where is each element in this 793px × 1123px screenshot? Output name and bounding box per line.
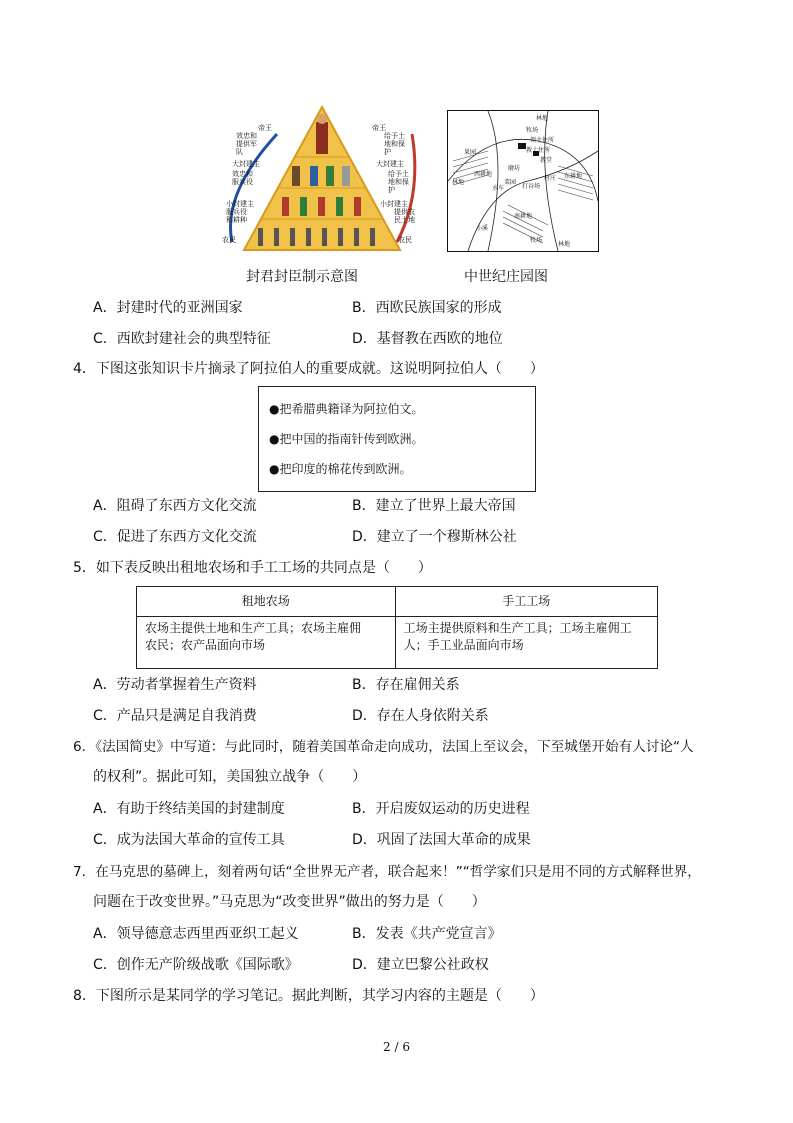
level-king-left: 帝王: [258, 124, 272, 132]
q4-knowledge-card: [258, 386, 536, 492]
q4-option-b[interactable]: B．建立了世界上最大帝国: [352, 498, 516, 514]
pyramid-caption: 封君封臣制示意图: [246, 269, 358, 285]
manor-label-west-field: 西耕地: [474, 171, 493, 178]
right-note-1: 给予土地和保护: [384, 132, 405, 156]
q6-option-b[interactable]: B．开启废奴运动的历史进程: [352, 801, 530, 817]
right-note-2: 给予土地和保护: [388, 170, 409, 194]
manor-label-east-field: 东耕地: [564, 173, 583, 180]
manor-label-orchard: 果园: [464, 149, 477, 156]
manor-label-church: 教堂: [540, 157, 553, 164]
manor-label-forest-left: 林地: [452, 179, 465, 186]
q6-option-d[interactable]: D．巩固了法国大革命的成果: [352, 832, 531, 848]
q7-option-c[interactable]: C．创作无产阶级战歌《国际歌》: [93, 957, 299, 973]
q3-option-b[interactable]: B．西欧民族国家的形成: [352, 300, 502, 316]
q4-stem: 4．下图这张知识卡片摘录了阿拉伯人的重要成就。这说明阿拉伯人（ ）: [73, 361, 544, 377]
q8-stem: 8．下图所示是某同学的学习笔记。据此判断，其学习内容的主题是（ ）: [73, 988, 544, 1004]
q4-card-line-1: ●把希腊典籍译为阿拉伯文。: [269, 402, 424, 416]
q5-cell-workshop-line-1: 工场主提供原料和生产工具；工场主雇佣工: [403, 621, 632, 635]
manor-label-forest-bottom: 林地: [558, 241, 571, 248]
q3-option-c[interactable]: C．西欧封建社会的典型特征: [93, 331, 271, 347]
q7-stem-line-1: 7．在马克思的墓碑上，刻着两句话“全世界无产者，联合起来！”“哲学家们只是用不同的方式解释世界，: [73, 864, 701, 880]
manor-label-south-field: 南耕地: [514, 213, 533, 220]
page-number: 2 / 6: [383, 1040, 410, 1054]
left-note-3: 服兵役和耕种: [226, 208, 247, 224]
q7-option-a[interactable]: A．领导德意志西里西亚织工起义: [93, 926, 299, 942]
q5-table: [136, 586, 658, 669]
manor-label-lord-house: 领主住所: [530, 137, 555, 144]
manor-figure: [447, 110, 599, 252]
q7-stem-line-2: 问题在于改变世界。”马克思为“改变世界”做出的努力是（ ）: [93, 894, 486, 910]
level-great-lord-left: 大封建主: [232, 160, 260, 168]
q5-header-farm: 租地农场: [137, 587, 396, 617]
level-peasant-left: 农民: [222, 236, 236, 244]
left-note-2: 效忠和服兵役: [232, 170, 253, 186]
q5-option-d[interactable]: D．存在人身依附关系: [352, 708, 489, 724]
q5-option-c[interactable]: C．产品只是满足自我消费: [93, 708, 257, 724]
manor-label-pasture-bottom: 牧场: [530, 237, 543, 244]
q6-stem-line-2: 的权利”。据此可知，美国独立战争（ ）: [93, 769, 367, 785]
q5-cell-workshop: [395, 617, 657, 669]
q5-stem: 5．如下表反映出租地农场和手工工场的共同点是（ ）: [73, 560, 432, 576]
q5-cell-farm-line-1: 农场主提供土地和生产工具；农场主雇佣: [145, 621, 362, 635]
level-king-right: 帝王: [372, 124, 386, 132]
pyramid-figure: [222, 104, 422, 254]
manor-label-village: 村庄: [544, 175, 557, 182]
q4-card-line-2: ●把中国的指南针传到欧洲。: [269, 432, 424, 446]
q5-option-b[interactable]: B．存在雇佣关系: [352, 677, 460, 693]
q6-stem-line-1: 6．《法国简史》中写道：与此同时，随着美国革命走向成功，法国上至议会，下至城堡开始有人讨论“人: [73, 739, 694, 755]
q4-option-a[interactable]: A．阻碍了东西方文化交流: [93, 498, 257, 514]
manor-label-threshing: 打谷场: [522, 183, 541, 190]
left-note-1: 效忠和提供军队: [236, 132, 257, 156]
q4-option-d[interactable]: D．建立了一个穆斯林公社: [352, 529, 517, 545]
q6-option-a[interactable]: A．有助于终结美国的封建制度: [93, 801, 285, 817]
q5-header-workshop: 手工工场: [395, 587, 657, 617]
q3-option-d[interactable]: D．基督教在西欧的地位: [352, 331, 503, 347]
q3-option-a[interactable]: A．封建时代的亚洲国家: [93, 300, 243, 316]
q6-option-c[interactable]: C．成为法国大革命的宣传工具: [93, 832, 285, 848]
q7-option-d[interactable]: D．建立巴黎公社政权: [352, 957, 489, 973]
level-small-lord-left: 小封建主: [226, 200, 254, 208]
manor-label-pasture-top: 牧场: [526, 127, 539, 134]
level-small-lord-right: 小封建主: [380, 200, 408, 208]
q5-option-a[interactable]: A．劳动者掌握着生产资料: [93, 677, 257, 693]
q5-cell-workshop-line-2: 人；手工业品面向市场: [403, 638, 524, 652]
manor-label-stream: 小溪: [476, 225, 489, 232]
manor-label-garden: 菜园: [504, 179, 517, 186]
manor-label-mill: 磨坊: [508, 165, 521, 172]
manor-caption: 中世纪庄园图: [464, 269, 548, 285]
q7-option-b[interactable]: B．发表《共产党宣言》: [352, 926, 502, 942]
q4-option-c[interactable]: C．促进了东西方文化交流: [93, 529, 257, 545]
level-great-lord-right: 大封建主: [376, 160, 404, 168]
manor-label-priest-house: 教士住所: [526, 147, 551, 154]
right-note-3: 提供农民土地: [394, 208, 415, 224]
q5-cell-farm-line-2: 农民；农产品面向市场: [145, 638, 266, 652]
q4-card-line-3: ●把印度的棉花传到欧洲。: [269, 462, 412, 476]
manor-label-waterwheel: 水车: [492, 185, 505, 192]
manor-label-forest-top: 林地: [536, 115, 549, 122]
level-peasant-right: 农民: [398, 236, 412, 244]
q5-cell-farm: [137, 617, 396, 669]
